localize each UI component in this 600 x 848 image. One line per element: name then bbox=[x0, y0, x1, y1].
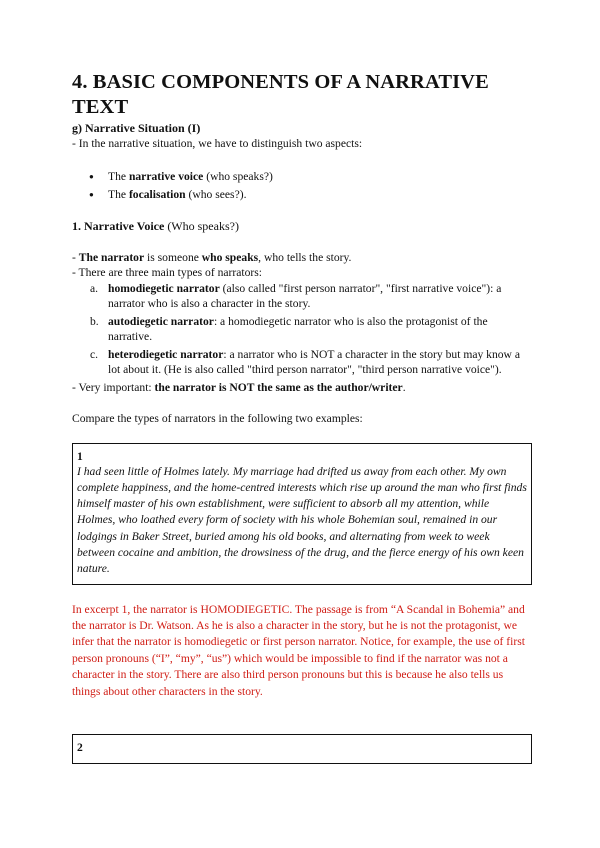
compare-text: Compare the types of narrators in the following two examples: bbox=[72, 412, 363, 425]
aspects-list bbox=[72, 168, 532, 204]
document-page bbox=[72, 70, 532, 764]
list-item: c. heterodiegetic narrator: a narrator who is NOT a character in the story but may know a lot about it. (He is also called "third person narrator", "third person narrative voice"). bbox=[90, 347, 520, 376]
list-item: ● The narrative voice (who speaks?) bbox=[72, 168, 532, 186]
narrator-types-list bbox=[72, 281, 532, 378]
narrative-voice-heading: 1. Narrative Voice (Who speaks?) bbox=[72, 218, 239, 233]
example-number: 1 bbox=[77, 449, 83, 463]
narrator-definition: - The narrator is someone who speaks, who tells the story. bbox=[72, 250, 352, 264]
page-title: 4. BASIC COMPONENTS OF A NARRATIVE TEXT bbox=[72, 71, 489, 118]
list-item: b. autodiegetic narrator: a homodiegetic narrator who is also the protagonist of the narrative. bbox=[90, 314, 488, 343]
types-intro: - There are three main types of narrators: bbox=[72, 266, 263, 279]
example-1-box bbox=[72, 443, 532, 585]
analysis-text: In excerpt 1, the narrator is HOMODIEGETIC. The passage is from “A Scandal in Bohemia” and the narrator is Dr. Watson. As he is also a character in the story, but he is not the protagonist, we infer that the narrator is homodiegetic or first person narrator. Notice, for example, the use of first person pronouns (“I”, “my”, “us”) which would be impossible to find if the narrator was not a character in the story. There are also third person pronouns but this is because he also tells us things about other characters in the story. bbox=[72, 602, 525, 698]
example-2-box bbox=[72, 734, 532, 764]
important-note: - Very important: the narrator is NOT the same as the author/writer. bbox=[72, 380, 406, 394]
example-number: 2 bbox=[77, 741, 83, 755]
example-quote: I had seen little of Holmes lately. My marriage had drifted us away from each other. My own complete happiness, and the home-centred interests which rise up around the man who first finds himself master of his own establishment, were sufficient to absorb all my attention, while Holmes, who loathed every form of society with his whole Bohemian soul, remained in our lodgings in Baker Street, buried among his old books, and alternating from week to week between cocaine and ambition, the drowsiness of the drug, and the fierce energy of his own keen nature. bbox=[77, 464, 527, 576]
intro-text: - In the narrative situation, we have to distinguish two aspects: bbox=[72, 137, 363, 150]
list-item: ● The focalisation (who sees?). bbox=[72, 186, 532, 204]
section-title: g) Narrative Situation (I) bbox=[72, 121, 201, 135]
list-item: a. homodiegetic narrator (also called "first person narrator", "first narrative voice"): a narrator who is also a character in the story. bbox=[90, 281, 502, 310]
